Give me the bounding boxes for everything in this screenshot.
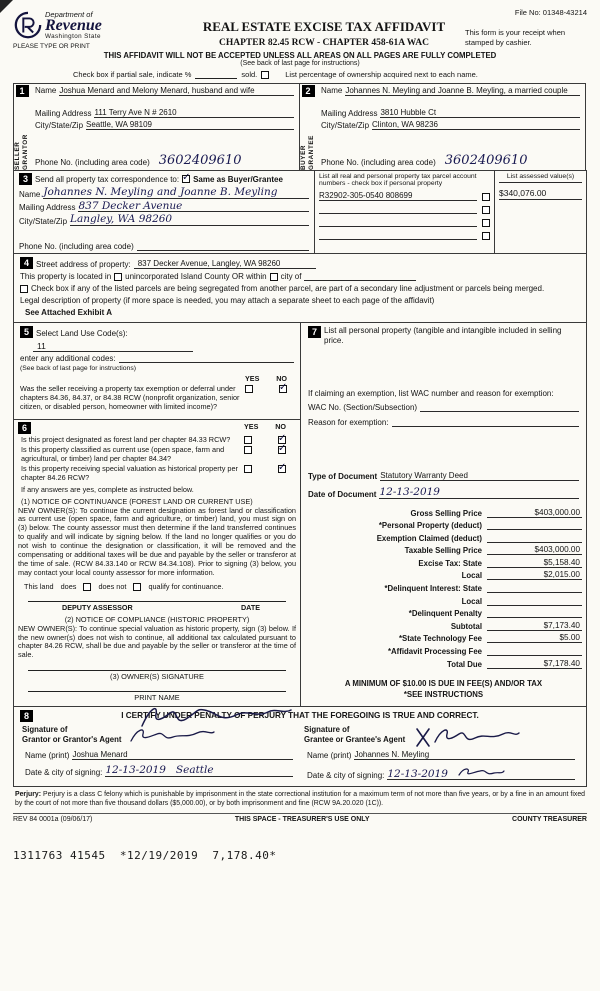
parcel-number-field-3[interactable] — [319, 218, 477, 227]
fee-label: Gross Selling Price — [410, 508, 482, 518]
please-type-or-print-label: PLEASE TYPE OR PRINT — [13, 43, 90, 50]
deputy-assessor-signature-line[interactable] — [28, 594, 286, 602]
certify-row — [18, 710, 582, 722]
corr-citystatezip-label: City/State/Zip — [19, 216, 68, 226]
parcel-row-2 — [319, 205, 490, 214]
document-date-field[interactable]: 12-13-2019 — [379, 487, 579, 499]
partial-sale-checkbox[interactable] — [261, 71, 269, 79]
seller-phone-value[interactable]: 3602409610 — [158, 153, 242, 169]
grantor-signature-of-label: Signature of — [22, 725, 68, 735]
fee-label: Subtotal — [450, 621, 482, 631]
dor-logo — [13, 6, 183, 40]
assessed-value-1[interactable]: $340,076.00 — [499, 188, 582, 200]
parcel-row-1 — [319, 191, 490, 201]
see-back-note: (See back of last page for instructions) — [240, 60, 360, 67]
form-title: REAL ESTATE EXCISE TAX AFFIDAVIT — [202, 19, 446, 34]
fee-row-exemption-claimed — [305, 533, 582, 543]
if-yes-note: If any answers are yes, complete as instructed below. — [21, 484, 194, 494]
partial-sale-label: Check box if partial sale, indicate % — [73, 70, 192, 79]
fee-row-excise-tax-state — [305, 558, 582, 568]
fee-label: *Affidavit Processing Fee — [387, 647, 482, 657]
correspondence-column — [14, 171, 314, 253]
grantor-vertical-label: GRANTOR — [22, 134, 29, 170]
section-8-certification — [13, 706, 587, 787]
section-2-number: 2 — [302, 85, 315, 97]
fee-row-delinquent-penalty — [305, 608, 582, 618]
corr-mailing-label: Mailing Address — [19, 203, 76, 212]
minimum-fee-line2: *SEE INSTRUCTIONS — [403, 689, 484, 699]
parcel-number-field-1[interactable]: R32902-305-0540 808699 — [319, 191, 477, 201]
fee-row-state-technology-fee — [305, 633, 582, 643]
fee-row-excise-tax-local — [305, 570, 582, 580]
grantee-name-print-field[interactable]: Johannes N. Meyling — [354, 750, 575, 760]
grantee-vertical-label: GRANTEE — [308, 135, 315, 170]
wac-number-label: WAC No. (Section/Subsection) — [308, 403, 418, 413]
fee-row-affidavit-processing-fee — [305, 646, 582, 656]
parcel-number-field-4[interactable] — [319, 231, 477, 240]
parcel-numbers-header: List all real and personal property tax parcel account numbers - check box if personal property — [319, 173, 477, 187]
fee-row-subtotal — [305, 621, 582, 631]
grantee-date-city-label: Date & city of signing: — [307, 771, 385, 781]
document-type-field[interactable]: Statutory Warranty Deed — [380, 471, 579, 481]
total-due-field[interactable]: $7,178.40 — [487, 659, 582, 669]
treasurer-stamp: 1311763 41545 *12/19/2019 7,178.40* — [13, 849, 277, 863]
form-revision-number: REV 84 0001a (09/06/17) — [13, 816, 93, 824]
seller-phone-label: Phone No. (including area code) — [35, 158, 150, 167]
minimum-fee-line1: A MINIMUM OF $10.00 IS DUE IN FEE(S) AND/OR TAX — [344, 679, 543, 689]
additional-codes-field[interactable] — [119, 354, 294, 363]
sold-label: sold. — [241, 70, 258, 79]
fee-row-total-due — [305, 659, 582, 669]
section-4-number: 4 — [20, 257, 33, 269]
personal-property-checkbox-1[interactable] — [482, 193, 490, 201]
same-as-buyer-label: Same as Buyer/Grantee — [193, 174, 283, 184]
fee-label: Local — [461, 571, 482, 581]
continuance-qualify-line — [18, 582, 296, 591]
grantor-signature-block — [18, 725, 300, 781]
notice-compliance-title: (2) NOTICE OF COMPLIANCE (HISTORIC PROPERTY) — [64, 614, 250, 624]
grantee-date-city-field[interactable] — [387, 765, 575, 780]
perjury-body: Perjury is a class C felony which is punishable by imprisonment in the state correctional institution for a maximum term of not more than five years, or by a fine in an amount fixed by the court of not more than five thousand dollars ($5,000.00), or by both imprisonment and fine (RCW 9A.20.020 (1C)). — [15, 791, 585, 808]
historic-yes-checkbox[interactable] — [244, 465, 252, 473]
yes-header: YES — [245, 374, 260, 383]
section-5-land-use — [13, 322, 301, 420]
document-type-label: Type of Document — [308, 472, 378, 481]
section-2-buyer — [299, 83, 586, 171]
corr-citystatezip-field[interactable]: Langley, WA 98260 — [70, 214, 309, 226]
seller-mailing-field[interactable]: 111 Terry Ave N # 2610 — [94, 108, 294, 118]
partial-sale-row — [13, 67, 587, 82]
treasurer-space-label: THIS SPACE - TREASURER'S USE ONLY — [234, 816, 370, 824]
section-6-number: 6 — [18, 422, 31, 434]
warning-banner: THIS AFFIDAVIT WILL NOT BE ACCEPTED UNLESS ALL AREAS ON ALL PAGES ARE FULLY COMPLETED — [103, 51, 497, 60]
section-7-tax-computation — [300, 322, 587, 707]
corr-name-label: Name — [19, 189, 41, 199]
does-not-label: does not — [98, 581, 127, 591]
header-right — [465, 6, 587, 50]
segregated-parcels-checkbox[interactable] — [20, 285, 28, 293]
buyer-name-field[interactable]: Johannes N. Meyling and Joanne B. Meyling, a married couple — [345, 86, 580, 96]
file-number: File No: 01348-43214 — [514, 8, 587, 17]
gross-selling-price-field[interactable]: $403,000.00 — [487, 508, 582, 518]
section-1-number: 1 — [16, 85, 29, 97]
assessed-values-header: List assessed value(s) — [499, 173, 582, 183]
buyer-citystatezip-field[interactable]: Clinton, WA 98236 — [372, 120, 580, 130]
dor-logo-swirl-icon — [13, 10, 43, 40]
form-header — [13, 6, 587, 50]
fee-label: Local — [461, 596, 482, 606]
forest-land-question-row — [18, 435, 296, 444]
seller-citystatezip-label: City/State/Zip — [35, 121, 84, 130]
ownership-percentage-note: List percentage of ownership acquired next to each name. — [285, 70, 478, 79]
delinquent-penalty-field[interactable] — [487, 608, 582, 618]
section-8-number: 8 — [20, 710, 33, 722]
personal-property-label: List all personal property (tangible and intangible included in selling price. — [324, 326, 562, 346]
buyer-name-label: Name — [321, 86, 343, 95]
land-use-code-field[interactable]: 11 — [33, 341, 193, 352]
see-back-instructions-note: (See back of last page for instructions) — [20, 365, 136, 372]
grantor-agent-label: Grantor or Grantor's Agent — [22, 734, 122, 744]
historic-property-question-row — [18, 464, 296, 482]
section-1-seller — [13, 83, 300, 171]
reason-exemption-field[interactable] — [392, 418, 580, 427]
grantee-date-value: 12-13-2019 — [387, 767, 448, 780]
seller-citystatezip-field[interactable]: Seattle, WA 98109 — [86, 120, 294, 130]
corr-phone-field[interactable] — [137, 242, 309, 251]
notice-continuance-body: NEW OWNER(S): To continue the current designation as forest land or classification as current use (open space, farm and agriculture, or timber) land, you must sign on (3) below. The county assessor must then determine if the land transferred continues to qualify and will indicate by signing below. If the land no longer qualifies or you do not wish to continue the designation or classification, it will be removed and the compensating or additional taxes will be due and payable by the seller or transferor at the time of sale. (RCW 84.33.140 or RCW 84.34.108). Prior to signing (3) below, you may contact your local county assessor for more information. — [18, 505, 296, 577]
section-7-number: 7 — [308, 326, 321, 338]
current-use-question: Is this property classified as current use (open space, farm and agricultural, or timber) land per chapter 84.34? — [21, 445, 225, 464]
fee-row-personal-property-deduct — [305, 520, 582, 530]
deputy-assessor-label: DEPUTY ASSESSOR — [62, 602, 133, 612]
personal-property-deduct-field[interactable] — [487, 520, 582, 530]
street-address-label: Street address of property: — [36, 260, 131, 269]
wac-number-field[interactable] — [420, 403, 579, 412]
same-as-buyer-checkbox[interactable] — [182, 175, 190, 183]
section-6-designation — [13, 419, 301, 707]
grantee-signature — [411, 725, 521, 749]
parcel-number-field-2[interactable] — [319, 205, 477, 214]
fee-row-taxable-selling-price — [305, 545, 582, 555]
land-use-codes-label: Select Land Use Code(s): — [36, 329, 128, 338]
fee-label: *State Technology Fee — [398, 634, 482, 644]
sec5-yes-no-header — [17, 374, 297, 383]
delinquent-interest-state-field[interactable] — [487, 583, 582, 593]
street-address-value[interactable]: 837 Decker Avenue, Langley, WA 98260 — [134, 259, 317, 269]
seller-vertical-label: SELLER — [14, 141, 22, 170]
excise-tax-local-field[interactable]: $2,015.00 — [487, 570, 582, 580]
deferral-question: Was the seller receiving a property tax exemption or deferral under chapters 84.36, 84.37, or 84.38 RCW (nonprofit organization, senior citizen, or disabled person, homeowner with limited income)? — [20, 384, 240, 412]
reason-exemption-label: Reason for exemption: — [308, 418, 389, 428]
current-use-no-checkbox[interactable] — [278, 446, 286, 454]
logo-revenue: Revenue — [45, 17, 102, 35]
parcel-numbers-column — [314, 171, 494, 253]
fee-row-delinquent-interest-state — [305, 583, 582, 593]
does-qualify-checkbox[interactable] — [83, 583, 91, 591]
fee-label: Total Due — [447, 659, 482, 669]
does-label: does — [60, 581, 77, 591]
corr-phone-label: Phone No. (including area code) — [19, 242, 134, 251]
perjury-notice — [13, 791, 587, 809]
additional-codes-label: enter any additional codes: — [20, 354, 116, 363]
form-subtitle: CHAPTER 82.45 RCW - CHAPTER 458-61A WAC — [219, 38, 429, 48]
current-use-question-row — [18, 445, 296, 463]
unincorporated-county-label: unincorporated Island County OR within — [125, 272, 267, 281]
fee-label: *Delinquent Penalty — [408, 609, 482, 619]
buyer-vertical-label: BUYER — [300, 144, 308, 170]
buyer-mailing-label: Mailing Address — [321, 109, 378, 118]
receipt-note: This form is your receipt when stamped by cashier. — [465, 28, 566, 47]
partial-percent-field[interactable] — [195, 71, 237, 79]
this-land-label: This land — [24, 581, 54, 591]
scan-corner-artifact — [0, 0, 13, 13]
personal-property-checkbox-2[interactable] — [482, 206, 490, 214]
located-in-label: This property is located in — [20, 272, 112, 281]
fee-row-delinquent-interest-local — [305, 596, 582, 606]
segregated-parcels-label: Check box if any of the listed parcels are being segregated from another parcel, are part of a secondary line adjustment or parcels being merged. — [31, 284, 545, 293]
section-3-number: 3 — [19, 173, 32, 185]
sec6-no-header: NO — [275, 422, 286, 431]
no-header: NO — [276, 374, 287, 383]
sec6-yes-header: YES — [244, 422, 259, 431]
grantor-name-print-field[interactable]: Joshua Menard — [72, 750, 293, 760]
parcel-row-3 — [319, 218, 490, 227]
middle-columns — [13, 322, 587, 707]
section-4-property — [13, 253, 587, 323]
city-of-field[interactable] — [304, 280, 416, 281]
legal-description-label: Legal description of property (if more space is needed, you may attach a separate sheet to each page of the affidavit) — [20, 296, 435, 305]
grantor-date-city-field[interactable] — [105, 765, 293, 777]
state-technology-fee-field[interactable]: $5.00 — [487, 633, 582, 643]
deferral-no-checkbox[interactable] — [279, 385, 287, 393]
dor-logo-text — [45, 10, 102, 40]
personal-property-checkbox-4[interactable] — [482, 232, 490, 240]
fee-label: Excise Tax: State — [418, 558, 482, 568]
owners-signature-line[interactable] — [28, 663, 286, 671]
grantor-name-print-label: Name (print) — [25, 751, 70, 761]
print-name-line[interactable] — [28, 684, 286, 692]
affidavit-processing-fee-field[interactable] — [487, 646, 582, 656]
qualify-label: qualify for continuance. — [148, 581, 224, 591]
exemption-claimed-field[interactable] — [487, 533, 582, 543]
logo-department-of: Department of — [45, 10, 93, 20]
grantor-city-value: Seattle — [175, 764, 214, 777]
subtotal-field[interactable]: $7,173.40 — [487, 621, 582, 631]
seller-side-rail — [14, 84, 30, 170]
certify-statement: I CERTIFY UNDER PENALTY OF PERJURY THAT THE FOREGOING IS TRUE AND CORRECT. — [121, 711, 479, 721]
historic-property-question: Is this property receiving special valuation as historical property per chapter 84.26 RCW? — [21, 464, 238, 483]
perjury-label: Perjury: — [15, 791, 42, 799]
deferral-yes-checkbox[interactable] — [245, 385, 253, 393]
footer-row — [13, 813, 587, 823]
current-use-yes-checkbox[interactable] — [244, 446, 252, 454]
grantee-signature-of-label: Signature of — [304, 725, 350, 735]
forest-land-question: Is this project designated as forest land per chapter 84.33 RCW? — [21, 435, 231, 444]
seller-mailing-label: Mailing Address — [35, 109, 92, 118]
excise-tax-state-field[interactable]: $5,158.40 — [487, 558, 582, 568]
grantee-date-scribble — [456, 765, 506, 779]
delinquent-interest-local-field[interactable] — [487, 596, 582, 606]
buyer-phone-label: Phone No. (including area code) — [321, 158, 436, 167]
grantee-agent-label: Grantee or Grantee's Agent — [304, 734, 406, 744]
fee-label: Exemption Claimed (deduct) — [376, 533, 482, 543]
corr-mailing-field[interactable]: 837 Decker Avenue — [78, 201, 309, 213]
notice-compliance-body: NEW OWNER(S): To continue special valuation as historic property, sign (3) below. If the new owner(s) does not wish to continue, all additional tax calculated pursuant to chapter 84.26 RCW, shall be due and payable by the seller or transferor at the time of sale. — [18, 623, 296, 660]
grantee-name-print-label: Name (print) — [307, 751, 352, 761]
corr-name-field[interactable]: Johannes N. Meyling and Joanne B. Meyling — [43, 187, 309, 199]
logo-washington-state: Washington State — [45, 32, 101, 40]
city-of-label: city of — [280, 272, 302, 281]
fee-table — [305, 508, 582, 672]
buyer-phone-value[interactable]: 3602409610 — [444, 153, 528, 169]
fee-label: Taxable Selling Price — [404, 546, 482, 556]
print-name-label: PRINT NAME — [134, 693, 180, 703]
buyer-citystatezip-label: City/State/Zip — [321, 121, 370, 130]
fee-label: *Personal Property (deduct) — [378, 521, 482, 531]
document-date-label: Date of Document — [308, 489, 377, 499]
notice-continuance-title: (1) NOTICE OF CONTINUANCE (FOREST LAND OR CURRENT USE) — [21, 496, 253, 506]
grantor-date-city-label: Date & city of signing: — [25, 767, 103, 777]
buyer-side-rail — [300, 84, 316, 170]
unincorporated-county-checkbox[interactable] — [114, 273, 122, 281]
minimum-fee-note — [305, 679, 582, 700]
historic-no-checkbox[interactable] — [278, 465, 286, 473]
seller-name-field[interactable]: Joshua Menard and Melony Menard, husband and wife — [59, 86, 294, 96]
parcel-row-4 — [319, 231, 490, 240]
header-center — [183, 6, 465, 50]
fee-row-gross-selling-price — [305, 508, 582, 518]
seller-name-label: Name — [35, 86, 57, 95]
grantee-signature-block — [300, 725, 582, 781]
grantor-signature-scribble — [127, 725, 217, 747]
county-treasurer-label: COUNTY TREASURER — [512, 816, 587, 824]
header-left — [13, 6, 183, 50]
forest-land-yes-checkbox[interactable] — [244, 436, 252, 444]
does-not-qualify-checkbox[interactable] — [133, 583, 141, 591]
within-city-checkbox[interactable] — [270, 273, 278, 281]
assessed-values-column — [494, 171, 586, 253]
legal-description-value[interactable]: See Attached Exhibit A — [25, 308, 112, 317]
owners-signature-label: (3) OWNER(S) SIGNATURE — [110, 672, 204, 682]
section-3-correspondence — [13, 170, 587, 254]
taxable-selling-price-field[interactable]: $403,000.00 — [487, 545, 582, 555]
deputy-date-label: DATE — [240, 602, 260, 612]
seller-buyer-row — [13, 83, 587, 171]
section-5-number: 5 — [20, 326, 33, 338]
send-correspondence-label: Send all property tax correspondence to: — [35, 174, 180, 184]
deferral-question-row — [17, 384, 297, 411]
exemption-intro-label: If claiming an exemption, list WAC number and reason for exemption: — [308, 389, 554, 399]
buyer-mailing-field[interactable]: 3810 Hubble Ct — [380, 108, 580, 118]
grantor-date-value: 12-13-2019 — [105, 764, 166, 777]
fee-label: *Delinquent Interest: State — [384, 584, 482, 594]
personal-property-checkbox-3[interactable] — [482, 219, 490, 227]
